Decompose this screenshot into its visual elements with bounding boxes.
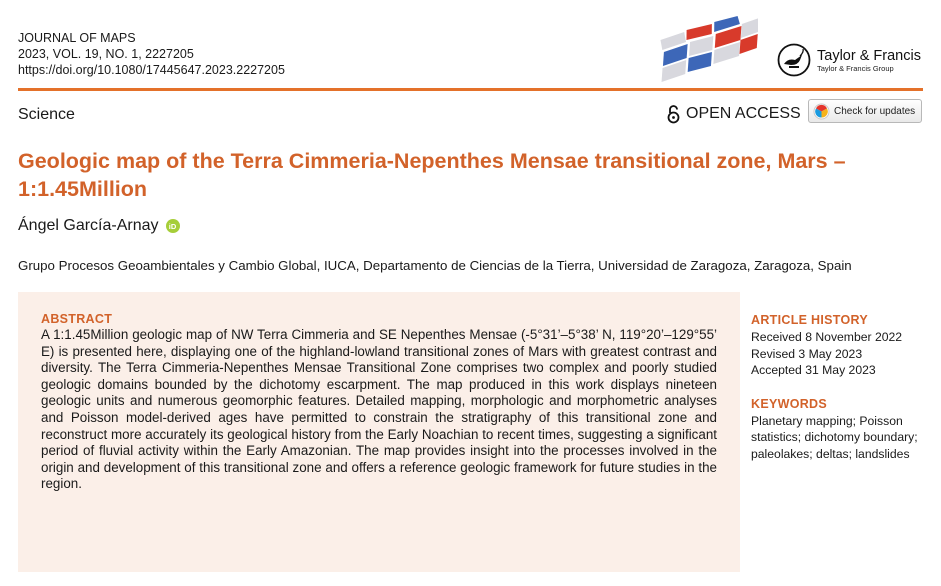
check-for-updates-label: Check for updates <box>834 105 916 117</box>
publisher-logo[interactable] <box>777 44 921 76</box>
journal-doi-link[interactable]: https://doi.org/10.1080/17445647.2023.2227205 <box>18 63 285 77</box>
publisher-group: Taylor & Francis Group <box>817 63 894 73</box>
keywords <box>751 396 936 463</box>
journal-issue: 2023, VOL. 19, NO. 1, 2227205 <box>18 47 194 61</box>
article-history-heading: ARTICLE HISTORY <box>751 313 869 327</box>
revised-date: Revised 3 May 2023 <box>751 346 863 361</box>
author <box>18 217 180 235</box>
header-divider <box>18 88 923 91</box>
orcid-icon[interactable]: iD <box>166 219 180 233</box>
publisher-name: Taylor & Francis <box>817 47 921 64</box>
open-access-badge <box>666 104 801 124</box>
taylor-francis-lamp-icon <box>777 43 811 77</box>
section-label: Science <box>18 106 75 123</box>
journal-info <box>18 30 285 78</box>
check-updates-icon <box>813 103 830 120</box>
affiliation: Grupo Procesos Geoambientales y Cambio Global, IUCA, Departamento de Ciencias de la Tierra, Universidad de Zaragoza, Zaragoza, Spain <box>18 258 852 273</box>
accepted-date: Accepted 31 May 2023 <box>751 363 876 378</box>
journal-of-maps-logo <box>650 14 758 84</box>
abstract-heading: ABSTRACT <box>41 312 113 326</box>
article-history <box>751 312 936 379</box>
received-date: Received 8 November 2022 <box>751 329 903 344</box>
keywords-text: Planetary mapping; Poisson statistics; dichotomy boundary; paleolakes; deltas; landslides <box>751 413 918 461</box>
open-lock-icon <box>666 104 681 124</box>
article-title: Geologic map of the Terra Cimmeria-Nepenthes Mensae transitional zone, Mars – 1:1.45Million <box>18 149 846 201</box>
journal-name: JOURNAL OF MAPS <box>18 31 136 45</box>
keywords-heading: KEYWORDS <box>751 397 828 411</box>
abstract-text: A 1:1.45Million geologic map of NW Terra Cimmeria and SE Nepenthes Mensae (-5°31’–5°38’ N, 119°20’–129°55’ E) is presented here, displaying one of the highland-lowland transitional zones of Mars with greatest contrast and diversity. The Terra Cimmeria-Nepenthes Mensae Transitional Zone comprises two complex and poorly studied geologic domains bounded by the dichotomy escarpment. The map produced in this work displays nineteen geologic units and numerous geomorphic features. Detailed mapping, morphologic and morphometric analyses and Poisson model-derived ages have permitted to constrain the stratigraphy of this transitional zone and reconstruct more accurately its geological history from the Early Noachian to recent times, suggesting a significant period of fluvial activity within the Early Amazonian. The map provides insight into the processes involved in the origin and development of this transitional zone and offers a reference geologic framework for future studies in the region. <box>41 327 717 492</box>
author-name[interactable]: Ángel García-Arnay <box>18 217 159 234</box>
open-access-label: OPEN ACCESS <box>686 105 801 122</box>
check-for-updates-button[interactable] <box>808 99 922 123</box>
